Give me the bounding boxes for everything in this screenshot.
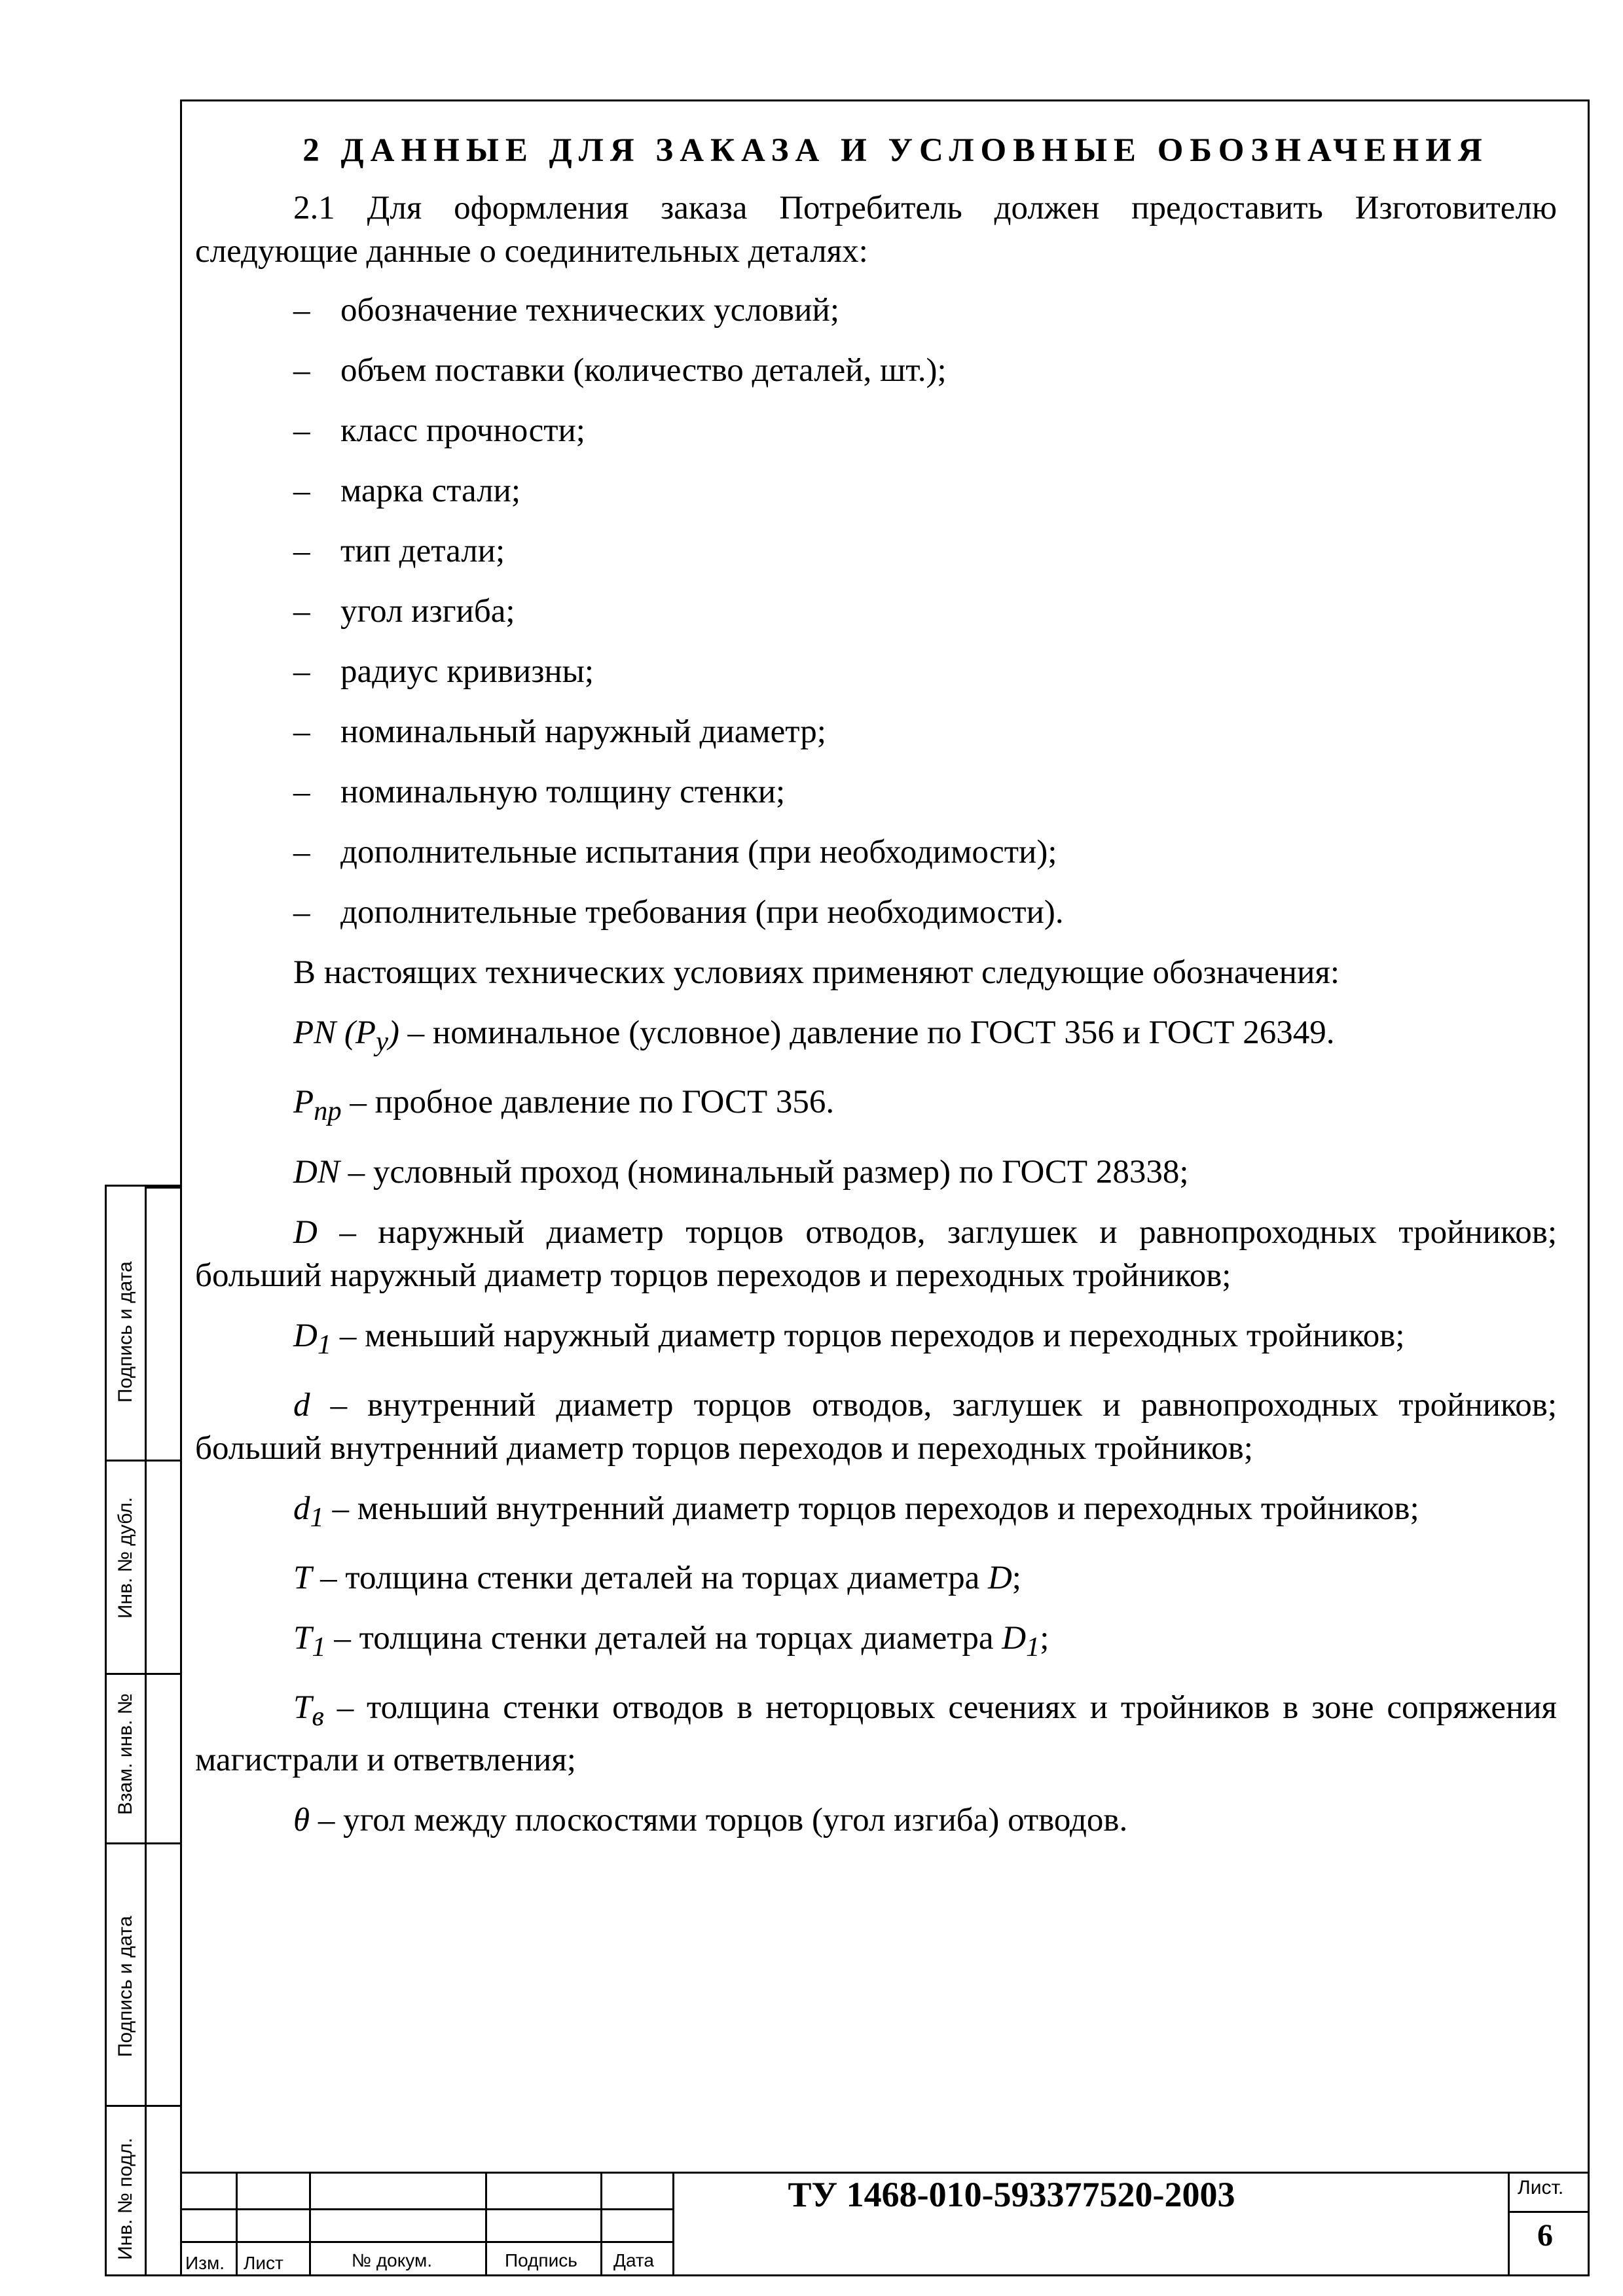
side-label-vzam-inv: Взам. инв. № [115,1693,136,1815]
stamp-label-date: Дата [613,2250,655,2270]
definition-Tv: $T_в$ – толщина стенки отводов в неторцовых сечениях и тройников в зоне сопряжения магистрали и ответвления; [195,1689,1557,1779]
order-data-list [195,289,1557,934]
list-item: – радиус кривизны; [293,653,594,691]
section-heading: 2 ДАННЫЕ ДЛЯ ЗАКАЗА И УСЛОВНЫЕ ОБОЗНАЧЕНИЯ [302,132,1489,169]
stamp-label-izm: Изм. [185,2253,225,2273]
stamp-label-list: Лист [244,2253,283,2273]
definition-ppr: $P_{пр}$ – пробное давление по ГОСТ 356. [293,1084,835,1127]
side-label-inv-dubl: Инв. № дубл. [115,1497,136,1619]
side-label-sign-date: Подпись и дата [115,1261,136,1403]
intro-paragraph: 2.1 Для оформления заказа Потребитель должен предоставить Изготовителю следующие данные о соединительных деталях: [195,190,1557,270]
sheet-number: 6 [1537,2218,1553,2253]
list-item: – дополнительные требования (при необходимости). [293,894,1064,931]
designations-intro: В настоящих технических условиях применяют следующие обозначения: [293,954,1340,992]
definition-T1: $T_1$ – толщина стенки деталей на торцах диаметра $D_1$; [293,1619,1049,1663]
list-item: – тип детали; [293,533,505,570]
list-item: – марка стали; [293,473,520,510]
side-label-inv-podl: Инв. № подл. [115,2138,136,2260]
side-label-sign-date-2: Подпись и дата [115,1916,136,2057]
list-item: – обозначение технических условий; [293,292,840,329]
list-item: – дополнительные испытания (при необходимости); [293,834,1057,871]
list-item: – угол изгиба; [293,593,515,630]
sheet-label: Лист. [1518,2177,1564,2198]
list-item: – класс прочности; [293,412,585,450]
document-code: ТУ 1468-010-593377520-2003 [788,2175,1235,2214]
definition-D: D – наружный диаметр торцов отводов, заглушек и равнопроходных тройников; больший наружный диаметр торцов переходов и переходных тройников; [195,1213,1557,1294]
definition-D1: $D_1$ – меньший наружный диаметр торцов переходов и переходных тройников; [293,1317,1405,1360]
list-item: – объем поставки (количество деталей, шт.); [293,352,947,389]
definition-d1: $d_1$ – меньший внутренний диаметр торцов переходов и переходных тройников; [293,1490,1419,1533]
stamp-label-doc: № докум. [352,2250,433,2270]
definition-pn: PN $(P_у)$ – номинальное (условное) давление по ГОСТ 356 и ГОСТ 26349. [293,1014,1335,1058]
definition-theta: θ – угол между плоскостями торцов (угол изгиба) отводов. [293,1802,1128,1839]
definition-T: T – толщина стенки деталей на торцах диаметра D; [293,1559,1021,1596]
side-stamp [105,1185,180,2276]
document-body [195,131,1557,1859]
stamp-label-sign: Подпись [505,2250,577,2270]
list-item: – номинальную толщину стенки; [293,774,786,811]
definition-d: d – внутренний диаметр торцов отводов, заглушек и равнопроходных тройников; больший внутренний диаметр торцов переходов и переходных тройников; [195,1386,1557,1467]
list-item: – номинальный наружный диаметр; [293,713,826,751]
definition-dn: DN – условный проход (номинальный размер) по ГОСТ 28338; [293,1153,1189,1191]
